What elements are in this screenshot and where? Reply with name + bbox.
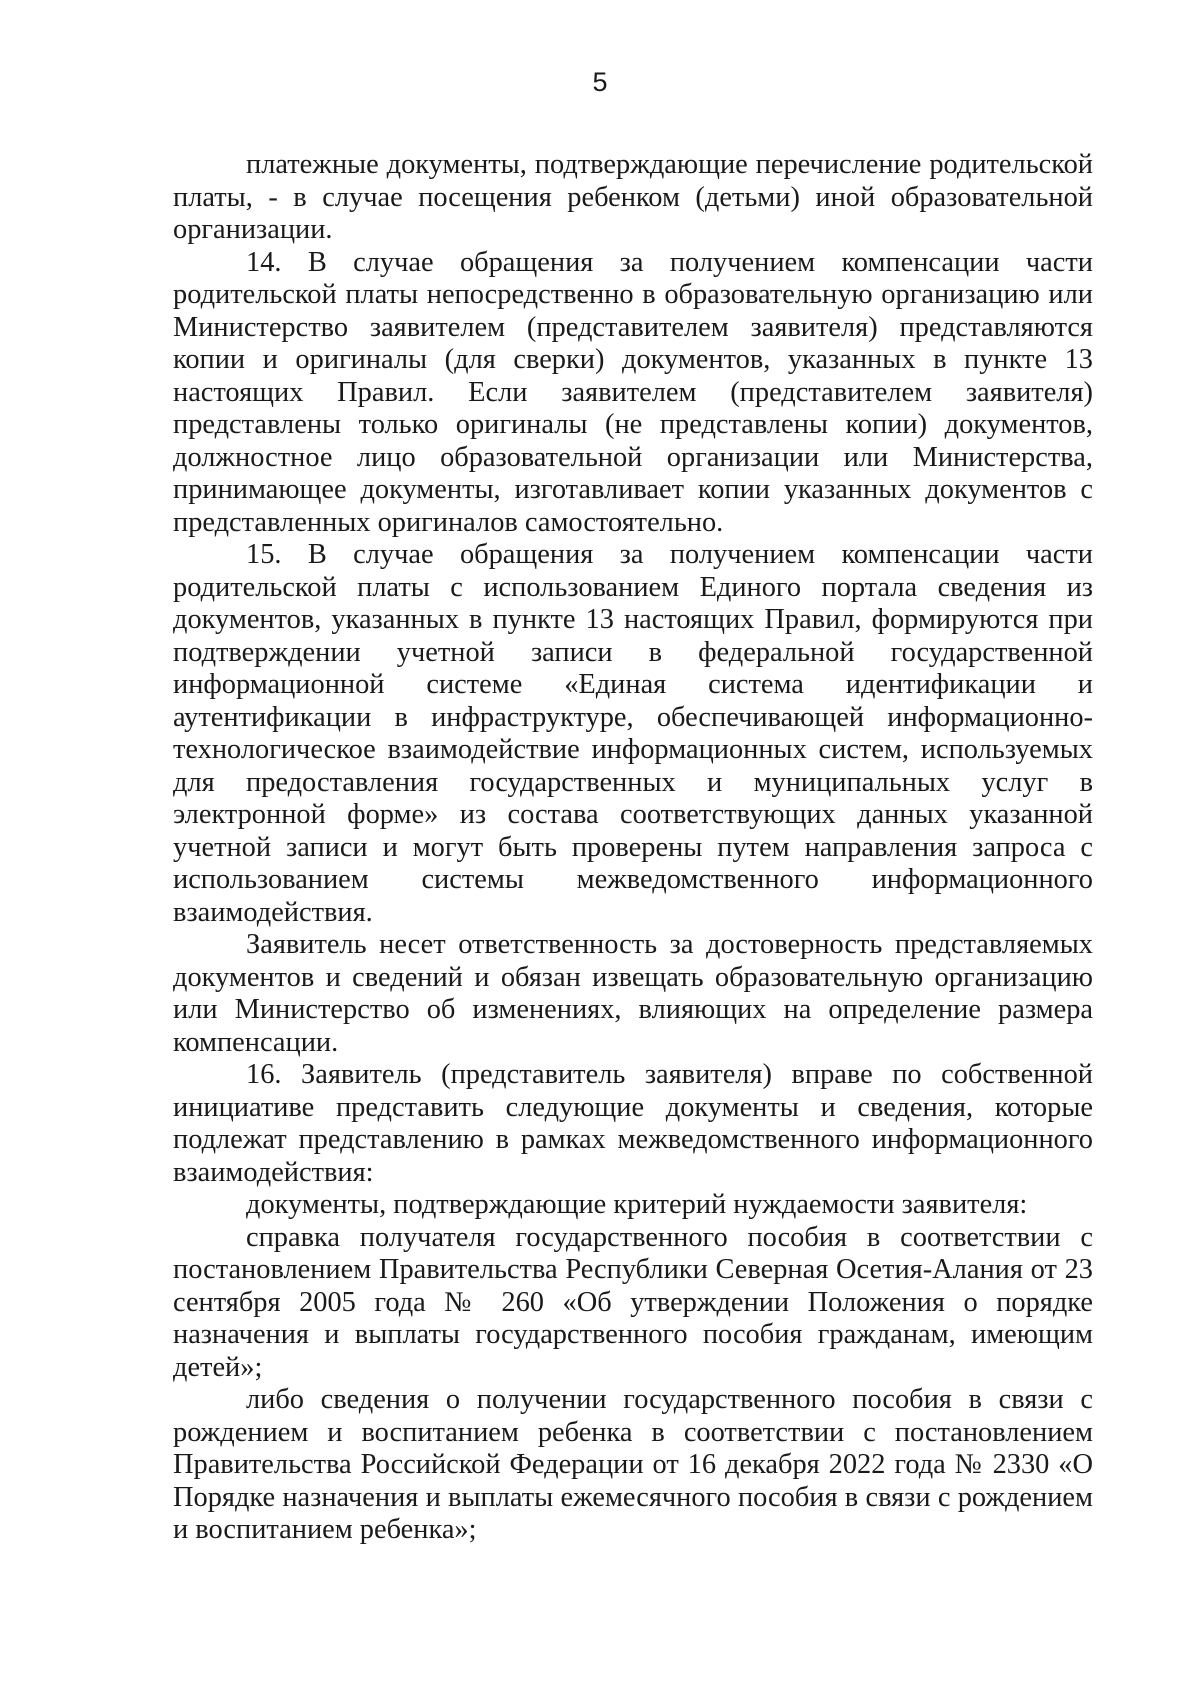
- paragraph-benefit-certificate: справка получателя государственного пособия в соответствии с постановлением Правительства Республики Северная Осетия-Алания от 23 сентября 2005 года № 260 «Об утверждении Положения о порядке назначения и выплаты государственного пособия гражданам, имеющим детей»;: [173, 1221, 1093, 1383]
- paragraph-benefit-information: либо сведения о получении государственного пособия в связи с рождением и воспитанием ребенка в соответствии с постановлением Правительства Российской Федерации от 16 декабря 2022 года № 2330 «О Порядке назначения и выплаты ежемесячного пособия в связи с рождением и воспитанием ребенка»;: [173, 1384, 1093, 1545]
- document-body: [173, 149, 1093, 1547]
- paragraph-item-15: 15. В случае обращения за получением компенсации части родительской платы с использованием Единого портала сведения из документов, указанных в пункте 13 настоящих Правил, формируются при подтверждении учетной записи в федеральной государственной информационной системе «Единая система идентификации и аутентификации в инфраструктуре, обеспечивающей информационно-технологическое взаимодействие информационных систем, используемых для предоставления государственных и муниципальных услуг в электронной форме» из состава соответствующих данных указанной учетной записи и могут быть проверены путем направления запроса с использованием системы межведомственного информационного взаимодействия.: [173, 539, 1093, 928]
- paragraph-payment-documents: платежные документы, подтверждающие перечисление родительской платы, - в случае посещения ребенком (детьми) иной образовательной организации.: [173, 149, 1093, 245]
- page-number: 5: [592, 67, 608, 97]
- paragraph-item-14: 14. В случае обращения за получением компенсации части родительской платы непосредственно в образовательную организацию или Министерство заявителем (представителем заявителя) представляются копии и оригиналы (для сверки) документов, указанных в пункте 13 настоящих Правил. Если заявителем (представителем заявителя) представлены только оригиналы (не представлены копии) документов, должностное лицо образовательной организации или Министерства, принимающее документы, изготавливает копии указанных документов с представленных оригиналов самостоятельно.: [173, 246, 1093, 538]
- paragraph-item-16: 16. Заявитель (представитель заявителя) вправе по собственной инициативе представить следующие документы и сведения, которые подлежат представлению в рамках межведомственного информационного взаимодействия:: [173, 1059, 1093, 1188]
- paragraph-applicant-responsibility: Заявитель несет ответственность за достоверность представляемых документов и сведений и обязан извещать образовательную организацию или Министерство об изменениях, влияющих на определение размера компенсации.: [173, 929, 1093, 1058]
- paragraph-need-criterion-documents: документы, подтверждающие критерий нуждаемости заявителя:: [246, 1189, 1028, 1220]
